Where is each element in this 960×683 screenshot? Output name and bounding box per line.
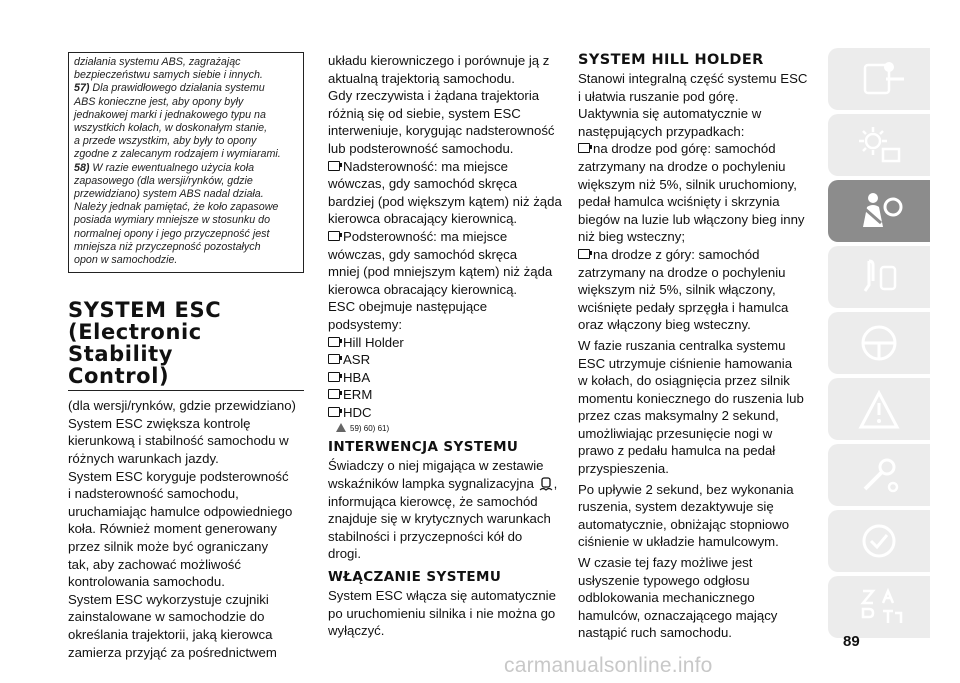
text-line: wyłączyć. xyxy=(328,623,385,639)
text-line: bardziej (pod większym kątem) niż żąda xyxy=(328,193,562,209)
heading-hill-holder: SYSTEM HILL HOLDER xyxy=(578,52,764,68)
tab-safety[interactable] xyxy=(828,180,930,242)
text-line: umożliwiając przesunięcie nogi w xyxy=(578,425,773,441)
text-line: Stanowi integralną część systemu ESC xyxy=(578,71,808,86)
note-line: Należy jednak pamiętać, że koło zapasowe xyxy=(74,201,279,214)
note-line: jednakowej marki i jednakowego typu na xyxy=(74,108,266,121)
box-line: działania systemu ABS, zagrażając xyxy=(74,56,241,68)
checkbox-bullet-icon xyxy=(578,143,590,153)
tab-index[interactable] xyxy=(828,576,930,638)
subsystem-item: HBA xyxy=(328,369,566,387)
text-line: Świadczy o niej migająca w zestawie xyxy=(328,458,544,474)
text-line: różnią się od siebie, system ESC xyxy=(328,105,521,121)
warning-triangle-icon xyxy=(336,423,346,432)
text-line: i ułatwia ruszanie pod górę. xyxy=(578,88,739,104)
text-line: System ESC włącza się automatycznie xyxy=(328,588,556,604)
bullet-uphill: na drodze pod górę: samochód xyxy=(578,140,816,158)
text-line: następujących przypadkach: xyxy=(578,123,745,139)
tab-maintenance[interactable] xyxy=(828,444,930,506)
subsystem-item: ERM xyxy=(328,386,566,404)
text-line: wciśnięte pedały sprzęgła i hamulca xyxy=(578,299,789,315)
text-line: większym niż 5%, silnik włączony, xyxy=(578,282,776,298)
text-line: prawo z pedału hamulca na pedał xyxy=(578,443,776,459)
note-58: 58) W razie ewentualnego użycia koła xyxy=(74,161,255,174)
text-line: zainstalowane w samochodzie do xyxy=(68,609,265,625)
tab-starting[interactable] xyxy=(828,246,930,308)
text-line: stabilności i przyczepności kół do xyxy=(328,528,523,544)
checkbox-bullet-icon xyxy=(578,249,590,259)
heading-intervention: INTERWENCJA SYSTEMU xyxy=(328,439,519,456)
text-line: oraz włączony bieg wsteczny. xyxy=(578,317,751,333)
text-line: przez czas maksymalny 2 sekund, xyxy=(578,408,779,424)
text-line: mniej (pod mniejszym kątem) niż żąda xyxy=(328,264,553,280)
text-line: Po upływie 2 sekund, bez wykonania xyxy=(578,481,794,497)
text-line: hamulców, oznaczającego mający xyxy=(578,607,778,623)
text-line: niż bieg wsteczny; xyxy=(578,229,686,245)
text-line: biegów na luzie lub włączony bieg inny xyxy=(578,211,805,227)
checkbox-bullet-icon xyxy=(328,231,340,241)
text-line: lub podsterowność samochodu. xyxy=(328,140,514,156)
text-line: momentu koniecznego do ruszenia lub xyxy=(578,390,804,406)
text-line: kontrolowania samochodu. xyxy=(68,574,225,590)
esc-body xyxy=(68,397,304,661)
checkbox-bullet-icon xyxy=(328,161,340,171)
steering-wheel-icon xyxy=(853,321,905,365)
text-line: różnych warunkach jazdy. xyxy=(68,451,219,467)
note-line: ABS konieczne jest, aby opony były xyxy=(74,95,244,108)
text-line: interweniuje, korygując nadsterowność xyxy=(328,123,555,139)
text-line: informująca kierowcę, że samochód xyxy=(328,493,538,509)
warning-road-icon xyxy=(853,387,905,431)
note-line: opon w samochodzie. xyxy=(74,254,178,267)
text-line: automatycznie, obniżając stopniowo xyxy=(578,516,790,532)
text-line: uruchamiając hamulce odpowiedniego xyxy=(68,503,293,519)
text-line: zatrzymany na drodze o pochyleniu xyxy=(578,158,786,174)
text-line: podsystemy: xyxy=(328,316,403,332)
text-line: układu kierowniczego i porównuje ją z xyxy=(328,53,550,68)
text-line: drogi. xyxy=(328,546,361,562)
text-line: Uaktywnia się automatycznie w xyxy=(578,106,762,122)
text-line: kierowca obracający kierownicą. xyxy=(328,211,518,227)
text-line: ciśnienie w układzie hamulcowym. xyxy=(578,534,779,550)
column-1 xyxy=(68,52,304,661)
key-icon xyxy=(853,255,905,299)
checkbox-bullet-icon xyxy=(328,389,340,399)
text-line: odblokowania mechanicznego xyxy=(578,590,755,606)
text-line: System ESC koryguje podsterowność xyxy=(68,468,289,484)
text-line: większym niż 5%, silnik uruchomiony, xyxy=(578,176,797,192)
note-number: 58) xyxy=(74,161,90,174)
note-number: 57) xyxy=(74,82,90,95)
maintenance-icon xyxy=(853,453,905,497)
section-heading-esc: SYSTEM ESC (Electronic Stability Control) xyxy=(68,299,304,391)
text-line: zatrzymany na drodze o pochyleniu xyxy=(578,264,786,280)
esc-warning-lamp-icon xyxy=(539,477,553,491)
info-icon xyxy=(853,57,905,101)
text-line: przyspieszenia. xyxy=(578,461,669,477)
column-2 xyxy=(328,52,566,640)
tab-dashboard-lights[interactable] xyxy=(828,114,930,176)
note-line: a przede wszystkim, aby były to opony xyxy=(74,135,257,148)
note-line: zgodne z zalecanym rodzajem i wymiarami. xyxy=(74,148,281,161)
bullet-understeer: Podsterowność: ma miejsce xyxy=(328,228,566,246)
subsystem-item: HDC xyxy=(328,404,566,422)
tab-technical-data[interactable] xyxy=(828,510,930,572)
index-icon xyxy=(853,585,905,629)
box-line: bezpieczeństwu samych siebie i innych. xyxy=(74,69,263,82)
text-line: (dla wersji/rynków, gdzie przewidziano) xyxy=(68,398,296,414)
text-line: usłyszenie typowego odgłosu xyxy=(578,572,750,588)
checkbox-bullet-icon xyxy=(328,407,340,417)
text-line: ESC obejmuje następujące xyxy=(328,299,488,315)
note-line: normalnej opony i jego przyczepność jest xyxy=(74,227,270,240)
watermark: carmanualsonline.info xyxy=(504,654,713,677)
text-line: Gdy rzeczywista i żądana trajektoria xyxy=(328,88,540,104)
tab-driving[interactable] xyxy=(828,312,930,374)
text-line: znajduje się w krytycznych warunkach xyxy=(328,511,551,527)
warning-references: 59) 60) 61) xyxy=(328,423,566,433)
text-line: W fazie ruszania centralka systemu xyxy=(578,337,786,353)
note-line: zapasowego (dla wersji/rynków, gdzie xyxy=(74,174,253,187)
text-line: przez silnik może być ograniczany xyxy=(68,539,269,554)
text-line: wówczas, gdy samochód skręca xyxy=(328,176,518,192)
checkbox-bullet-icon xyxy=(328,372,340,382)
tab-emergency[interactable] xyxy=(828,378,930,440)
text-line: pedał hamulca wciśnięty i skrzynia xyxy=(578,194,780,210)
text-line: kierowca obracający kierownicą. xyxy=(328,281,518,297)
text-line: tak, aby zachować możliwość xyxy=(68,556,241,572)
text-line: System ESC wykorzystuje czujniki xyxy=(68,591,269,607)
text-line: kierunkową i stabilność samochodu w xyxy=(68,433,289,449)
text-line: zamierza przyjąć za pośrednictwem xyxy=(68,644,277,660)
text-line: w kołach, do osiągnięcia przez silnik xyxy=(578,373,790,389)
page-number: 89 xyxy=(843,633,860,650)
bullet-oversteer: Nadsterowność: ma miejsce xyxy=(328,158,566,176)
column-3 xyxy=(578,52,816,642)
text-line: aktualną trajektorią samochodu. xyxy=(328,70,515,86)
text-line: określania trajektorii, jaką kierowca xyxy=(68,626,273,642)
text-line: System ESC zwiększa kontrolę xyxy=(68,415,251,431)
note-57: 57) Dla prawidłowego działania systemu xyxy=(74,82,265,95)
text-line: nastąpić ruch samochodu. xyxy=(578,625,732,641)
bullet-downhill: na drodze z góry: samochód xyxy=(578,246,816,264)
text-line-with-lamp: wskaźników lampka sygnalizacyjna , xyxy=(328,476,558,492)
text-line: i nadsterowność samochodu, xyxy=(68,486,239,502)
subsystem-item: ASR xyxy=(328,351,566,369)
airbag-seatbelt-icon xyxy=(853,189,905,233)
subsystem-item: Hill Holder xyxy=(328,334,566,352)
text-line: W czasie tej fazy możliwe jest xyxy=(578,555,753,571)
text-line: po uruchomieniu silnika i nie można go xyxy=(328,605,556,621)
text-line: wówczas, gdy samochód skręca xyxy=(328,246,518,262)
note-line: mniejsza niż przyczepność pozostałych xyxy=(74,240,261,253)
heading-activation: WŁĄCZANIE SYSTEMU xyxy=(328,569,502,586)
technical-data-icon xyxy=(853,519,905,563)
text-line: ESC utrzymuje ciśnienie hamowania xyxy=(578,355,793,371)
text-line: ruszenia, system dezaktywuje się xyxy=(578,499,774,515)
chapter-tabs xyxy=(828,48,930,642)
note-line: przewidziano) system ABS nadal działa. xyxy=(74,188,264,201)
notes-box xyxy=(68,52,304,273)
note-line: wszystkich kołach, w doskonałym stanie, xyxy=(74,122,268,135)
checkbox-bullet-icon xyxy=(328,354,340,364)
note-line: posiada wymiary mniejsze w stosunku do xyxy=(74,214,271,227)
text-line: koła. Również moment generowany xyxy=(68,521,277,537)
checkbox-bullet-icon xyxy=(328,337,340,347)
tab-info[interactable] xyxy=(828,48,930,110)
dashboard-lights-icon xyxy=(853,123,905,167)
